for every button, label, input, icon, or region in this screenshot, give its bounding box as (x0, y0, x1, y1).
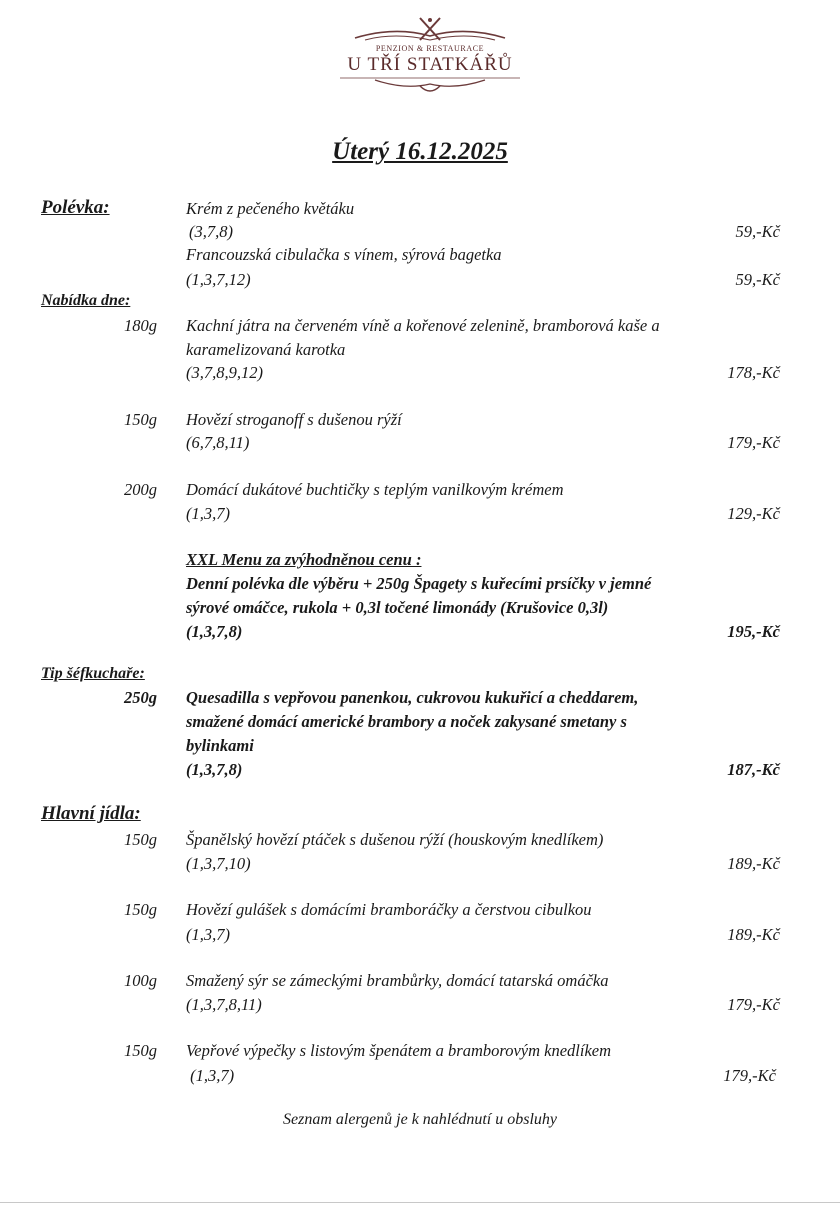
dish-name: Hovězí stroganoff s dušenou rýží (186, 410, 402, 429)
soup-name: Krém z pečeného květáku (186, 199, 355, 218)
dish-price: 189,-Kč (727, 854, 780, 873)
dish-allergens: (1,3,7,8,11) (186, 995, 262, 1014)
dish-price: 179,-Kč (723, 1066, 776, 1085)
dish-allergens: (1,3,7,10) (186, 854, 251, 873)
section-header-daily: Nabídka dne: (41, 292, 131, 309)
dish-name: Domácí dukátové buchtičky s teplým vanilkovým krémem (186, 480, 564, 499)
section-header-mains: Hlavní jídla: (41, 803, 141, 824)
page-title: Úterý 16.12.2025 (332, 138, 508, 165)
soup-price: 59,-Kč (735, 270, 780, 289)
dish-allergens: (6,7,8,11) (186, 433, 250, 452)
dish-weight: 150g (124, 900, 157, 919)
restaurant-logo (335, 14, 525, 98)
dish-price: 179,-Kč (727, 995, 780, 1014)
dish-allergens: (1,3,7) (186, 925, 230, 944)
xxl-menu-price: 195,-Kč (727, 622, 780, 641)
soup-name: Francouzská cibulačka s vínem, sýrová bagetka (186, 245, 502, 264)
dish-name: Vepřové výpečky s listovým špenátem a bramborovým knedlíkem (186, 1041, 612, 1060)
chef-dish-name: Quesadilla s vepřovou panenkou, cukrovou kukuřicí a cheddarem, (186, 688, 639, 707)
dish-price: 179,-Kč (727, 433, 780, 452)
dish-weight: 180g (124, 316, 157, 335)
dish-weight: 100g (124, 971, 157, 990)
dish-allergens: (1,3,7) (186, 1066, 235, 1085)
allergen-note: Seznam alergenů je k nahlédnutí u obsluhy (282, 1111, 558, 1128)
dish-allergens: (1,3,7) (186, 504, 230, 523)
chef-dish-price: 187,-Kč (727, 760, 780, 779)
section-header-soups: Polévka: (41, 197, 110, 218)
section-header-chef: Tip šéfkuchaře: (41, 665, 145, 682)
dish-name: Kachní játra na červeném víně a kořenové zelenině, bramborová kaše a (186, 316, 660, 335)
dish-weight: 200g (124, 480, 157, 499)
chef-dish-name-cont: smažené domácí americké brambory a noček zakysané smetany s (186, 712, 627, 731)
dish-name: Smažený sýr se zámeckými brambůrky, domácí tatarská omáčka (186, 971, 609, 990)
soup-price: 59,-Kč (735, 222, 780, 241)
xxl-menu-desc: Denní polévka dle výběru + 250g Špagety s kuřecími prsíčky v jemné (186, 574, 652, 593)
logo-subtitle: PENZION & RESTAURACE (375, 44, 485, 53)
dish-name: Hovězí gulášek s domácími bramboráčky a čerstvou cibulkou (186, 900, 592, 919)
xxl-menu-header: XXL Menu za zvýhodněnou cenu : (186, 550, 422, 569)
page-bottom-divider (0, 1202, 840, 1203)
soup-allergens: (1,3,7,12) (186, 270, 251, 289)
chef-dish-name-cont: bylinkami (186, 736, 254, 755)
dish-price: 189,-Kč (727, 925, 780, 944)
dish-allergens: (3,7,8,9,12) (186, 363, 263, 382)
dish-weight: 150g (124, 1041, 157, 1060)
chef-dish-allergens: (1,3,7,8) (186, 760, 243, 779)
logo-name: U TŘÍ STATKÁŘŮ (347, 54, 513, 75)
dish-weight: 250g (124, 688, 157, 707)
dish-name-cont: karamelizovaná karotka (186, 340, 346, 359)
dish-price: 129,-Kč (727, 504, 780, 523)
xxl-menu-allergens: (1,3,7,8) (186, 622, 243, 641)
xxl-menu-desc-cont: sýrové omáčce, rukola + 0,3l točené limonády (Krušovice 0,3l) (186, 598, 609, 617)
dish-name: Španělský hovězí ptáček s dušenou rýží (houskovým knedlíkem) (186, 830, 604, 849)
dish-price: 178,-Kč (727, 363, 780, 382)
soup-allergens: (3,7,8) (189, 222, 233, 241)
dish-weight: 150g (124, 830, 157, 849)
dish-weight: 150g (124, 410, 157, 429)
